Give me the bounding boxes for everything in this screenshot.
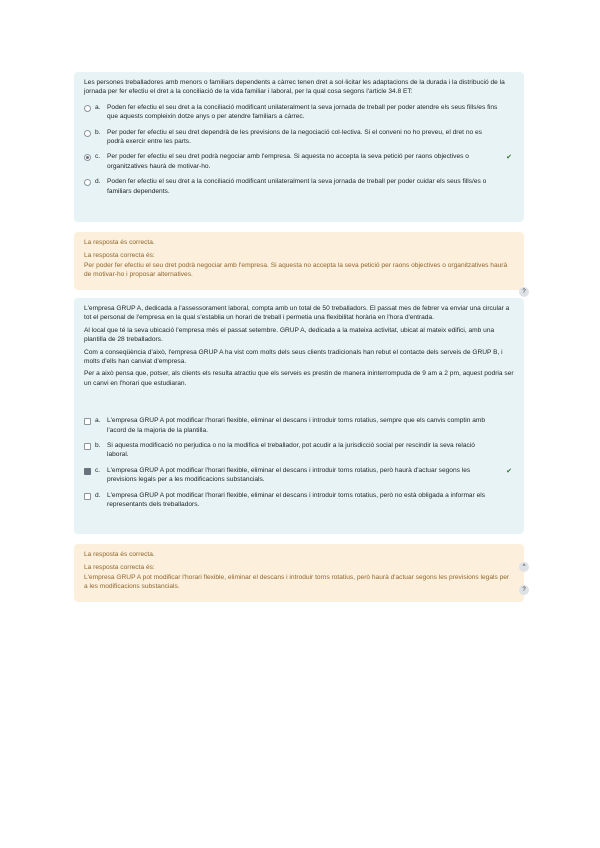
question-2-prompt-paragraph: Per a això pensa que, potser, als clients els resulta atractiu que els serveis es prestin de manera ininterrompuda de 9 am a 2 pm, aquest podria ser un canvi en l'horari que estudiaran. bbox=[84, 370, 514, 387]
question-2-feedback bbox=[74, 544, 524, 602]
correct-check-icon: ✔ bbox=[506, 467, 512, 475]
question-1-answer-b[interactable] bbox=[84, 128, 514, 147]
question-2-answer-a[interactable] bbox=[84, 416, 514, 435]
answer-letter: d. bbox=[95, 178, 101, 186]
answer-letter: b. bbox=[95, 442, 101, 450]
question-2-answer-b[interactable] bbox=[84, 441, 514, 460]
feedback-label: La resposta correcta és: bbox=[84, 252, 155, 260]
feedback-status: La resposta és correcta. bbox=[84, 239, 155, 246]
question-1-answer-a[interactable] bbox=[84, 103, 514, 122]
question-2-answers bbox=[84, 416, 514, 509]
question-1-answers bbox=[84, 103, 514, 196]
answer-text: L'empresa GRUP A pot modificar l'horari flexible, eliminar el descans i introduir torns rotatius, sempre que els canvis comptin amb l'acord de la majoria de la plantilla. bbox=[107, 417, 486, 434]
question-1-card bbox=[74, 72, 524, 222]
checkbox[interactable] bbox=[84, 418, 91, 425]
feedback-correct-answer: Per poder fer efectiu el seu dret podrà negociar amb l'empresa. Si aquesta no accepta la seva petició per raons objectives o organitzatives haurà de motivar-ho i proposar alternatives. bbox=[84, 261, 508, 279]
answer-letter: c. bbox=[95, 466, 101, 474]
question-2-prompt-paragraph: L'empresa GRUP A, dedicada a l'assessorament laboral, compta amb un total de 50 treballadors. El passat mes de febrer va enviar una circular a tot el personal de l'empresa en la qual s'establia un horari de treball i permetia una flexibilitat horària en l'hora d'entrada. bbox=[84, 305, 510, 322]
checkbox-checked[interactable] bbox=[84, 468, 91, 475]
checkbox[interactable] bbox=[84, 493, 91, 500]
answer-text: L'empresa GRUP A pot modificar l'horari flexible, eliminar el descans i introduir torns rotatius, però no està obligada a informar els representants dels treballadors. bbox=[107, 491, 486, 509]
question-2-answer-d[interactable] bbox=[84, 491, 514, 510]
answer-letter: c. bbox=[95, 153, 101, 161]
radio-button[interactable] bbox=[84, 105, 91, 112]
answer-text: Poden fer efectiu el seu dret a la conciliació modificant unilateralment la seva jornada de treball per poder atendre els seus fills/es fins que aquests compleixin dotze anys o per atendre familiars a càrrec. bbox=[107, 103, 498, 121]
question-1-answer-d[interactable] bbox=[84, 177, 514, 196]
correct-check-icon: ✔ bbox=[506, 154, 512, 162]
answer-text: Poden fer efectiu el seu dret a la conciliació modificant unilateralment la seva jornada de treball per poder cuidar els seus fills/es o familiars dependents. bbox=[107, 178, 487, 195]
question-2-prompt-paragraph: Com a conseqüència d'això, l'empresa GRUP A ha vist com molts dels seus clients tradicionals han rebut el contacte dels serveis de GRUP B, i molts d'ells han canviat d'empresa. bbox=[84, 348, 503, 366]
question-2-prompt bbox=[84, 304, 514, 388]
question-1-prompt bbox=[84, 78, 514, 97]
feedback-label: La resposta correcta és: bbox=[84, 564, 155, 572]
answer-letter: b. bbox=[95, 128, 101, 136]
question-1-prompt-text: Les persones treballadores amb menors o familiars dependents a càrrec tenen dret a sol·licitar les adaptacions de la durada i la distribució de la jornada per fer efectiu el dret a la conciliació de la vida familiar i laboral, per la qual cosa segons l'article 34.8 ET: bbox=[84, 79, 505, 96]
answer-text: Per poder fer efectiu el seu dret podrà negociar amb l'empresa. Si aquesta no accepta la seva petició per raons objectives o organitzatives haurà de motivar-ho. bbox=[107, 153, 469, 170]
answer-letter: d. bbox=[95, 491, 101, 499]
answer-letter: a. bbox=[95, 417, 101, 425]
question-1-answer-c[interactable] bbox=[84, 152, 514, 171]
help-icon[interactable]: ? bbox=[519, 585, 529, 595]
help-icon[interactable]: ? bbox=[519, 287, 529, 297]
checkbox[interactable] bbox=[84, 443, 91, 450]
feedback-status: La resposta és correcta. bbox=[84, 551, 155, 558]
collapse-icon[interactable]: ^ bbox=[519, 562, 529, 572]
answer-text: L'empresa GRUP A pot modificar l'horari flexible, eliminar el descans i introduir torns rotatius, però haurà d'actuar segons les previsions legals per a les modificacions substancials. bbox=[107, 466, 471, 484]
question-2-card bbox=[74, 298, 524, 534]
answer-letter: a. bbox=[95, 103, 101, 111]
radio-button[interactable] bbox=[84, 130, 91, 137]
radio-button[interactable] bbox=[84, 179, 91, 186]
feedback-correct-answer: L'empresa GRUP A pot modificar l'horari flexible, eliminar el descans i introduir torns rotatius, però haurà d'actuar segons les previsions legals per a les modificacions substancials. bbox=[84, 573, 510, 591]
question-2-prompt-paragraph: Al local que té la seva ubicació l'empresa més el passat setembre. GRUP A, dedicada a la mateixa activitat, ubicat al mateix edifici, amb una plantilla de 28 treballadors. bbox=[84, 326, 495, 344]
question-2-answer-c[interactable] bbox=[84, 466, 514, 485]
question-1-feedback bbox=[74, 232, 524, 290]
answer-text: Per poder fer efectiu el seu dret dependrà de les previsions de la negociació col·lectiva. Si el conveni no ho preveu, el dret no es podrà exercir entre les parts. bbox=[107, 128, 482, 146]
answer-text: Si aquesta modificació no perjudica o no la modifica el treballador, pot acudir a la jurisdicció social per rescindir la seva relació laboral. bbox=[107, 442, 475, 459]
radio-button-selected[interactable] bbox=[84, 154, 91, 161]
